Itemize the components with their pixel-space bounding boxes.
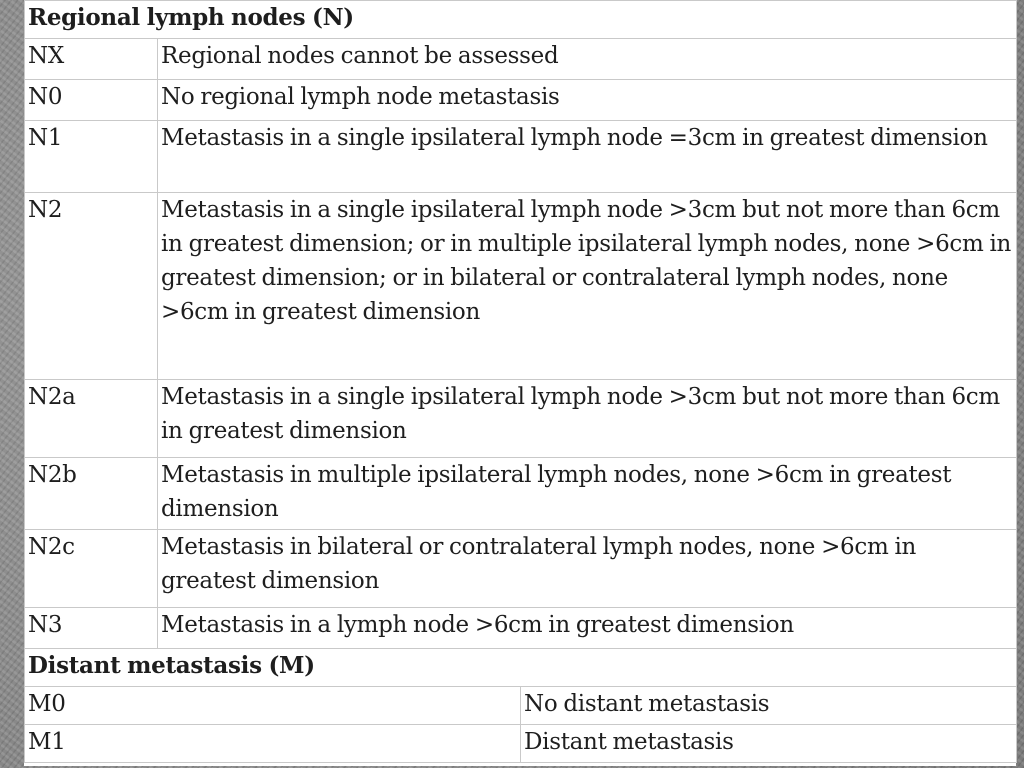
stage-description: Metastasis in a single ipsilateral lymph node >3cm but not more than 6cm in greatest dimension; or in multiple ipsilateral lymph nodes, none >6cm in greatest dimension; or in bilateral or contralateral lymph nodes, none >6cm in greatest dimension (158, 193, 1017, 380)
stage-code: M1 (25, 725, 521, 763)
table-row-n0 (25, 80, 1017, 121)
table-row-n3 (25, 608, 1017, 649)
tnm-staging-table (24, 0, 1017, 763)
table-row-m1 (25, 725, 1017, 763)
section-header-regional-lymph-nodes (25, 1, 1017, 39)
table-row-nx (25, 39, 1017, 80)
stage-description: Regional nodes cannot be assessed (158, 39, 1017, 80)
stage-description: No regional lymph node metastasis (158, 80, 1017, 121)
table-row-n2c (25, 530, 1017, 608)
stage-description: Metastasis in a lymph node >6cm in greatest dimension (158, 608, 1017, 649)
stage-description: Distant metastasis (521, 725, 1017, 763)
stage-code: M0 (25, 687, 521, 725)
stage-code: N1 (25, 121, 158, 193)
table-row-n2a (25, 380, 1017, 458)
stage-code: N0 (25, 80, 158, 121)
section-title-cell (25, 1, 1017, 39)
section-header-distant-metastasis (25, 649, 1017, 687)
section-title: Regional lymph nodes (28, 4, 306, 31)
table-row-n1 (25, 121, 1017, 193)
stage-code: N2a (25, 380, 158, 458)
stage-code: N2 (25, 193, 158, 380)
section-title: Distant metastasis (28, 652, 262, 679)
table-row-n2b (25, 458, 1017, 530)
section-abbreviation: (M) (268, 652, 315, 679)
stage-code: N3 (25, 608, 158, 649)
section-title-cell (25, 649, 1017, 687)
section-abbreviation: (N) (311, 4, 354, 31)
table-row-n2 (25, 193, 1017, 380)
stage-code: N2b (25, 458, 158, 530)
stage-code: NX (25, 39, 158, 80)
table-row-m0 (25, 687, 1017, 725)
staging-document (24, 0, 1016, 766)
stage-description: Metastasis in bilateral or contralateral lymph nodes, none >6cm in greatest dimension (158, 530, 1017, 608)
stage-description: No distant metastasis (521, 687, 1017, 725)
stage-code: N2c (25, 530, 158, 608)
stage-description: Metastasis in a single ipsilateral lymph node >3cm but not more than 6cm in greatest dimension (158, 380, 1017, 458)
stage-description: Metastasis in a single ipsilateral lymph node =3cm in greatest dimension (158, 121, 1017, 193)
stage-description: Metastasis in multiple ipsilateral lymph nodes, none >6cm in greatest dimension (158, 458, 1017, 530)
